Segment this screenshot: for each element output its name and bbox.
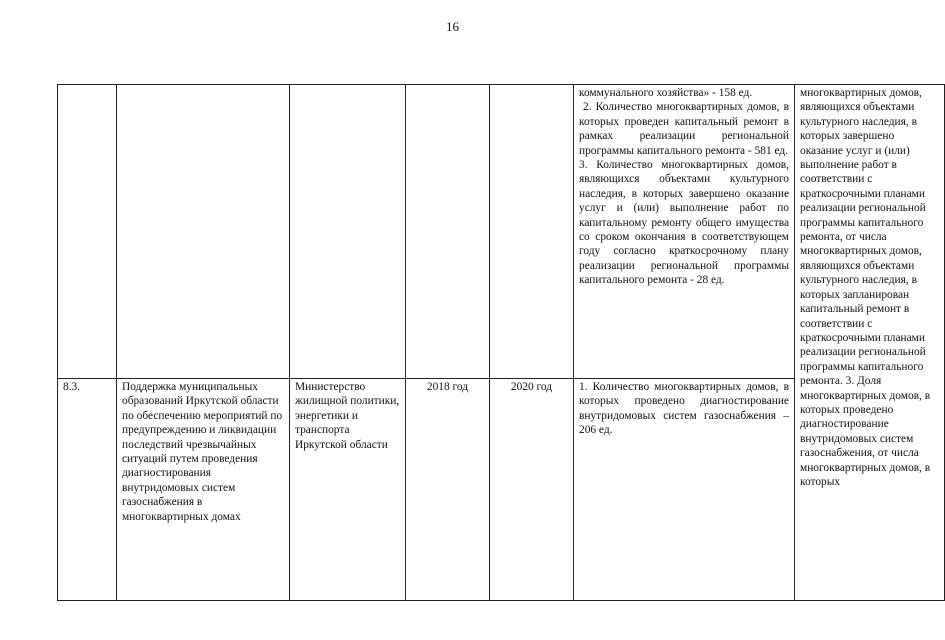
indicator-item: коммунального хозяйства» - 158 ед. [579,87,753,99]
end-year-cell [490,85,574,379]
responsible-executor-cell: Министерство жилищной политики, энергетики и транспорта Иркутской области [290,379,406,601]
measure-name-cell [117,85,290,379]
indicator-item: 2. Количество многоквартирных домов, в которых проведен капитальный ремонт в рамках реализации региональной программы капитального ремонта - 581 ед. [579,101,789,157]
end-year-cell: 2020 год [490,379,574,601]
program-measures-table [57,84,945,601]
indicator-item: 1. Количество многоквартирных домов, в которых проведено диагностирование внутридомовых систем газоснабжения – 206 ед. [579,381,789,437]
measure-number-cell [58,85,117,379]
measure-name-cell: Поддержка муниципальных образований Иркутской области по обеспечению мероприятий по предупреждению и ликвидации последствий чрезвычайных ситуаций путем проведения диагностирования внутридомовых систем газоснабжения в многоквартирных домах [117,379,290,601]
measure-number-cell: 8.3. [58,379,117,601]
page-number: 16 [446,19,459,34]
start-year-cell: 2018 год [406,379,490,601]
responsible-executor-cell [290,85,406,379]
start-year-cell [406,85,490,379]
indicator-item: 3. Количество многоквартирных домов, являющихся объектами культурного наследия, в которых завершено оказание услуг и (или) выполнение работ по капитальному ремонту общего имущества со сроком окончания в соответствующем году согласно краткосрочному плану реализации региональной программы капитального ремонта - 28 ед. [579,159,789,287]
target-indicators-cell [574,85,795,379]
table-row [58,85,945,379]
target-indicators-cell [574,379,795,601]
result-indicators-text: многоквартирных домов, являющихся объектами культурного наследия, в которых завершено оказание услуг и (или) выполнение работ в соответствии с краткосрочными планами реализации региональной программы капитального ремонта, от числа многоквартирных домов, являющихся объектами культурного наследия, в которых запланирован капитальный ремонт в соответствии с краткосрочными планами реализации региональной программы капитального ремонта. 3. Доля многоквартирных домов, в которых проведено диагностирование внутридомовых систем газоснабжения, от числа многоквартирных домов, в которых [800,87,931,488]
result-indicators-cell [795,85,945,601]
